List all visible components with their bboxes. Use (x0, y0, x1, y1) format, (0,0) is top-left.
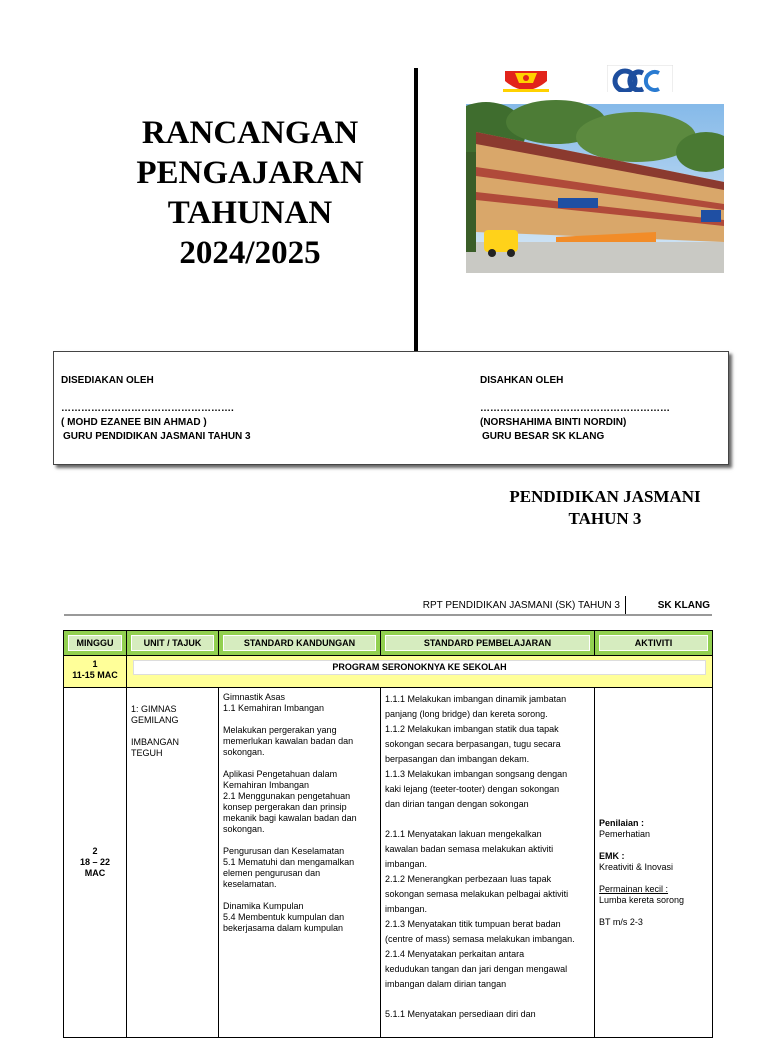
prepared-signature-line: ……………………………………………. (61, 403, 234, 414)
penilaian-value: Pemerhatian (599, 829, 651, 839)
cover-title (100, 113, 400, 273)
school-photo (466, 92, 724, 273)
program-cell (127, 656, 713, 688)
subject-line-1: PENDIDIKAN JASMANI (509, 487, 701, 506)
program-label: PROGRAM SERONOKNYA KE SEKOLAH (133, 660, 706, 675)
kandungan-cell (219, 688, 381, 1038)
rpt-table (63, 630, 713, 1038)
permainan-label: Permainan kecil : (599, 884, 669, 894)
subject-title (480, 486, 730, 530)
pembelajaran-item: 2.1.1 Menyatakan lakuan mengekalkan kawalan badan semasa melakukan aktiviti imbangan. 2.1.2 Menerangkan perbezaan luas tapak sokongan semasa melakukan pelbagai aktiviti imbangan. 2.1.3 Menyatakan titik tumpuan berat badan (centre of mass) semasa melakukan imbangan. 2.1.4 Menyatakan perkaitan antara kedudukan tangan dan jari dengan mengawal imbangan dalam dirian tangan (385, 829, 575, 989)
penilaian-label: Penilaian : (599, 818, 645, 828)
week-dates-line2: MAC (84, 868, 106, 878)
header-standard-pembelajaran: STANDARD PEMBELAJARAN (381, 631, 595, 656)
kandungan-item: Dinamika Kumpulan 5.4 Membentuk kumpulan dan bekerjasama dalam kumpulan (223, 901, 345, 933)
week-2-cell (64, 688, 127, 1038)
table-header-row (64, 631, 713, 656)
header-minggu: MINGGU (64, 631, 127, 656)
header-unit: UNIT / TAJUK (127, 631, 219, 656)
unit-title: 1: GIMNAS GEMILANG (131, 704, 179, 725)
permainan-value: Lumba kereta sorong (599, 895, 685, 905)
approved-signature-line: ………………………………………………… (480, 403, 670, 414)
approved-by-name: (NORSHAHIMA BINTI NORDIN) (480, 417, 627, 428)
prepared-by-label: DISEDIAKAN OLEH (61, 375, 154, 386)
kandungan-item: Melakukan pergerakan yang memerlukan kawalan badan dan sokongan. (223, 725, 354, 757)
kandungan-item: Gimnastik Asas 1.1 Kemahiran Imbangan (223, 692, 325, 713)
page-header-rule (64, 614, 712, 616)
pembelajaran-item: 1.1.1 Melakukan imbangan dinamik jambatan panjang (long bridge) dan kereta sorong. 1.1.2 Melakukan imbangan statik dua tapak sokongan secara berpasangan, tugu secara berpasangan dan imbangan dekam. 1.1.3 Melakukan imbangan songsang dengan kaki lejang (teeter-tooter) dengan sokongan dan dirian tangan dengan sokongan (385, 694, 568, 809)
header-standard-kandungan: STANDARD KANDUNGAN (219, 631, 381, 656)
week-number: 1 (92, 659, 98, 669)
unit-cell (127, 688, 219, 1038)
page-header-title: RPT PENDIDIKAN JASMANI (SK) TAHUN 3 (422, 600, 620, 611)
header-aktiviti: AKTIVITI (595, 631, 713, 656)
bt-reference: BT m/s 2-3 (599, 917, 643, 927)
approved-by-role: GURU BESAR SK KLANG (482, 431, 605, 442)
week-1-cell (64, 656, 127, 688)
emk-label: EMK : (599, 851, 625, 861)
table-row (64, 688, 713, 1038)
title-line-3: TAHUNAN (167, 195, 333, 231)
prepared-by-name: ( MOHD EZANEE BIN AHMAD ) (61, 417, 207, 428)
page-header-school: SK KLANG (657, 600, 710, 611)
prepared-by-role: GURU PENDIDIKAN JASMANI TAHUN 3 (63, 431, 251, 442)
pembelajaran-item: 5.1.1 Menyatakan persediaan diri dan (385, 1009, 536, 1019)
approved-by-label: DISAHKAN OLEH (480, 375, 564, 386)
unit-subtitle: IMBANGAN TEGUH (131, 737, 180, 758)
emk-value: Kreativiti & Inovasi (599, 862, 674, 872)
ministry-logo (607, 65, 673, 95)
kandungan-item: Pengurusan dan Keselamatan 5.1 Mematuhi dan mengamalkan elemen pengurusan dan keselamatan. (223, 846, 355, 889)
week-dates: 11-15 MAC (72, 670, 118, 680)
week-dates-line1: 18 – 22 (79, 857, 111, 867)
title-line-4: 2024/2025 (179, 235, 321, 271)
pembelajaran-cell (381, 688, 595, 1038)
signature-box (53, 351, 729, 465)
title-line-1: RANCANGAN (141, 115, 359, 151)
week-number: 2 (92, 846, 98, 856)
page-header-separator (625, 596, 626, 616)
subject-line-2: TAHUN 3 (568, 509, 642, 528)
aktiviti-cell (595, 688, 713, 1038)
vertical-divider (414, 68, 418, 354)
table-row (64, 656, 713, 688)
title-line-2: PENGAJARAN (136, 155, 364, 191)
kandungan-item: Aplikasi Pengetahuan dalam Kemahiran Imbangan 2.1 Menggunakan pengetahuan konsep pergerakan dan prinsip mekanik bagi kawalan badan dan sokongan. (223, 769, 357, 834)
